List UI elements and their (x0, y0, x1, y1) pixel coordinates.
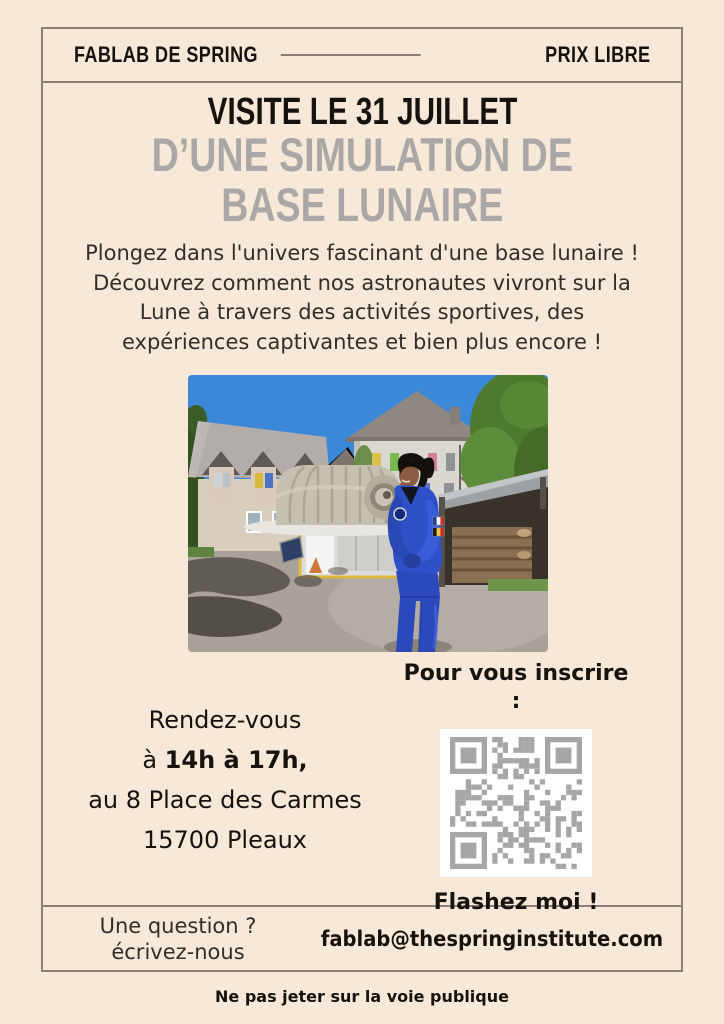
details-address: au 8 Place des Carmes (88, 786, 362, 814)
details-line2: à 14h à 17h, (142, 746, 308, 774)
event-title-line2: D’UNE SIMULATION DE (151, 128, 573, 181)
legal-note: Ne pas jeter sur la voie publique (215, 987, 509, 1006)
flyer-frame (41, 27, 683, 972)
price-label (522, 42, 650, 68)
brand-text: FABLAB DE SPRING (74, 42, 258, 67)
details-time: 14h à 17h, (164, 746, 308, 774)
intro-line: Lune à travers des activités sportives, des (139, 300, 585, 324)
registration-block (396, 660, 636, 917)
price-text: PRIX LIBRE (544, 42, 650, 67)
intro-line: Plongez dans l'univers fascinant d'une base lunaire ! (85, 241, 639, 265)
contact-email: fablab@thespringinstitute.com (320, 926, 664, 951)
contact-question: Une question ? écrivez-nous (99, 913, 257, 964)
header-divider (281, 54, 421, 56)
intro-line: Découvrez comment nos astronautes vivront sur la (93, 270, 631, 295)
event-details (43, 700, 407, 860)
intro-line: expériences captivantes et bien plus encore ! (122, 329, 602, 354)
event-title-date: VISITE LE 31 JUILLET (207, 91, 517, 133)
event-title-line3: BASE LUNAIRE (220, 178, 504, 231)
event-photo (188, 375, 548, 652)
brand-label (74, 42, 298, 68)
qr-caption: Flashez moi ! (433, 890, 599, 915)
details-line1: Rendez-vous (148, 706, 302, 734)
qr-code-box (440, 729, 592, 877)
registration-heading: Pour vous inscrire : (403, 661, 629, 714)
flyer-header (43, 29, 681, 83)
flyer-body (43, 83, 681, 915)
qr-code (449, 737, 583, 869)
details-city: 15700 Pleaux (142, 826, 307, 854)
intro-paragraph (43, 239, 681, 357)
